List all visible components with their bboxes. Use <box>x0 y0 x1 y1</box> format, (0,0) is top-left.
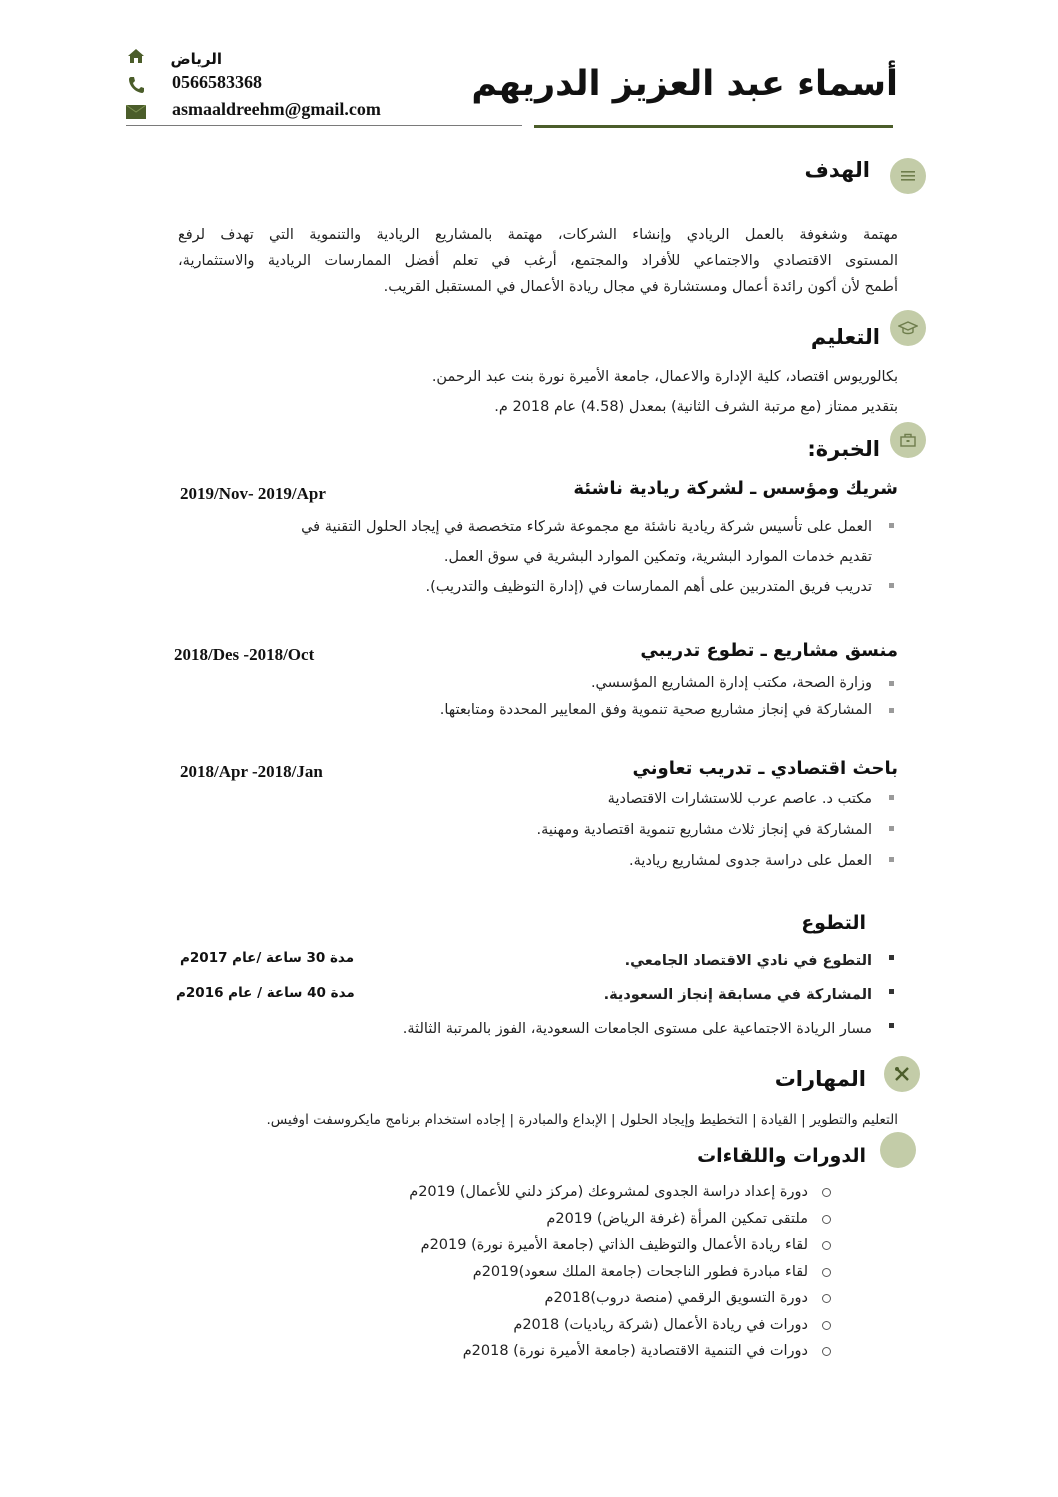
tools-icon <box>894 1066 910 1082</box>
volunteering-duration: مدة 30 ساعة /عام 2017م <box>180 950 355 966</box>
list-item: دورة التسويق الرقمي (منصة دروب)2018م <box>134 1285 834 1312</box>
list-item: دورة إعداد دراسة الجدوى لمشروعك (مركز دلني للأعمال) 2019م <box>134 1179 834 1206</box>
job-bullets <box>158 512 898 602</box>
job-title: منسق مشاريع ـ تطوع تدريبي <box>640 640 898 661</box>
objective-paragraph <box>178 222 898 300</box>
phone-text[interactable]: 0566583368 <box>172 72 262 92</box>
courses-list <box>134 1179 834 1365</box>
objective-line: أطمح لأن أكون رائدة أعمال ومستشارة في مجال ريادة الأعمال في المستقبل القريب. <box>383 279 898 295</box>
list-icon <box>901 170 915 182</box>
job-date: 2019/Nov- 2019/Apr <box>180 484 326 503</box>
list-item: لقاء ريادة الأعمال والتوظيف الذاتي (جامعة الأميرة نورة) 2019م <box>134 1232 834 1259</box>
education-line: بكالوريوس اقتصاد، كلية الإدارة والاعمال، جامعة الأميرة نورة بنت عبد الرحمن. <box>431 369 898 385</box>
list-item: المشاركة في إنجاز ثلاث مشاريع تنموية اقتصادية ومهنية. <box>158 815 898 846</box>
candidate-name: أسماء عبد العزيز الدريهم <box>471 64 898 104</box>
list-item: المشاركة في إنجاز مشاريع صحية تنموية وفق المعايير المحددة ومتابعتها. <box>158 697 898 724</box>
skills-title: المهارات <box>774 1067 866 1091</box>
phone-icon <box>128 76 144 94</box>
experience-icon-badge <box>890 422 926 458</box>
home-icon <box>127 48 145 64</box>
objective-line: المستوى الاقتصادي والاجتماعي للأفراد والمجتمع، أرغب في تعلم أفضل الممارسات الريادية والاستثمارية، <box>178 253 898 269</box>
volunteering-duration: مدة 40 ساعة / عام 2016م <box>176 985 355 1001</box>
list-item: وزارة الصحة، مكتب إدارة المشاريع المؤسسي. <box>158 670 898 697</box>
city-text: الرياض <box>170 50 222 68</box>
job-title: باحث اقتصادي ـ تدريب تعاوني <box>632 758 898 779</box>
courses-icon-badge <box>880 1132 916 1168</box>
email-text[interactable]: asmaaldreehm@gmail.com <box>172 99 381 119</box>
job-bullets <box>158 670 898 724</box>
experience-title: الخبرة: <box>807 437 880 461</box>
skills-text: التعليم والتطوير | القيادة | التخطيط وإيجاد الحلول | الإبداع والمبادرة | إجاده استخدام برنامج مايكروسفت اوفيس. <box>266 1112 898 1128</box>
list-item: لقاء مبادرة فطور الناجحات (جامعة الملك سعود)2019م <box>134 1259 834 1286</box>
courses-title: الدورات واللقاءات <box>697 1145 866 1167</box>
education-title: التعليم <box>810 325 880 349</box>
name-underline <box>534 125 893 128</box>
education-line: بتقدير ممتاز (مع مرتبة الشرف الثانية) بمعدل (4.58) عام 2018 م. <box>494 399 898 415</box>
list-item: ملتقى تمكين المرأة (غرفة الرياض) 2019م <box>134 1206 834 1233</box>
list-item: دورات في ريادة الأعمال (شركة رياديات) 2018م <box>134 1312 834 1339</box>
job-bullets <box>158 784 898 877</box>
list-item: العمل على تأسيس شركة ريادية ناشئة مع مجموعة شركاء متخصصة في إيجاد الحلول التقنية في <box>158 512 898 542</box>
objective-line: مهتمة وشغوفة بالعمل الريادي وإنشاء الشركات، مهتمة بالمشاريع الريادية والتنموية التي تهدف لرفع <box>178 227 898 243</box>
graduation-cap-icon <box>898 321 918 335</box>
objective-title: الهدف <box>804 158 870 182</box>
list-item: دورات في التنمية الاقتصادية (جامعة الأميرة نورة) 2018م <box>134 1338 834 1365</box>
education-icon-badge <box>890 310 926 346</box>
list-item: مكتب د. عاصم عرب للاستشارات الاقتصادية <box>158 784 898 815</box>
contact-underline <box>126 125 522 126</box>
list-item: العمل على دراسة جدوى لمشاريع ريادية. <box>158 846 898 877</box>
briefcase-icon <box>900 433 916 447</box>
objective-icon-badge <box>890 158 926 194</box>
list-item: تقديم خدمات الموارد البشرية، وتمكين الموارد البشرية في سوق العمل. <box>443 549 872 565</box>
list-item: تدريب فريق المتدربين على أهم الممارسات في (إدارة التوظيف والتدريب). <box>158 572 898 602</box>
skills-icon-badge <box>884 1056 920 1092</box>
email-icon <box>126 105 146 119</box>
volunteering-title: التطوع <box>801 912 866 934</box>
list-item: مسار الريادة الاجتماعية على مستوى الجامعات السعودية، الفوز بالمرتبة الثالثة. <box>158 1012 898 1046</box>
job-title: شريك ومؤسس ـ لشركة ريادية ناشئة <box>573 478 898 499</box>
job-date: 2018/Apr -2018/Jan <box>180 762 323 781</box>
list-item: المشاركة في مسابقة إنجاز السعودية. <box>158 978 898 1012</box>
education-paragraph <box>178 362 898 422</box>
job-date: 2018/Des -2018/Oct <box>174 645 315 664</box>
list-item: التطوع في نادي الاقتصاد الجامعي. <box>158 944 898 978</box>
